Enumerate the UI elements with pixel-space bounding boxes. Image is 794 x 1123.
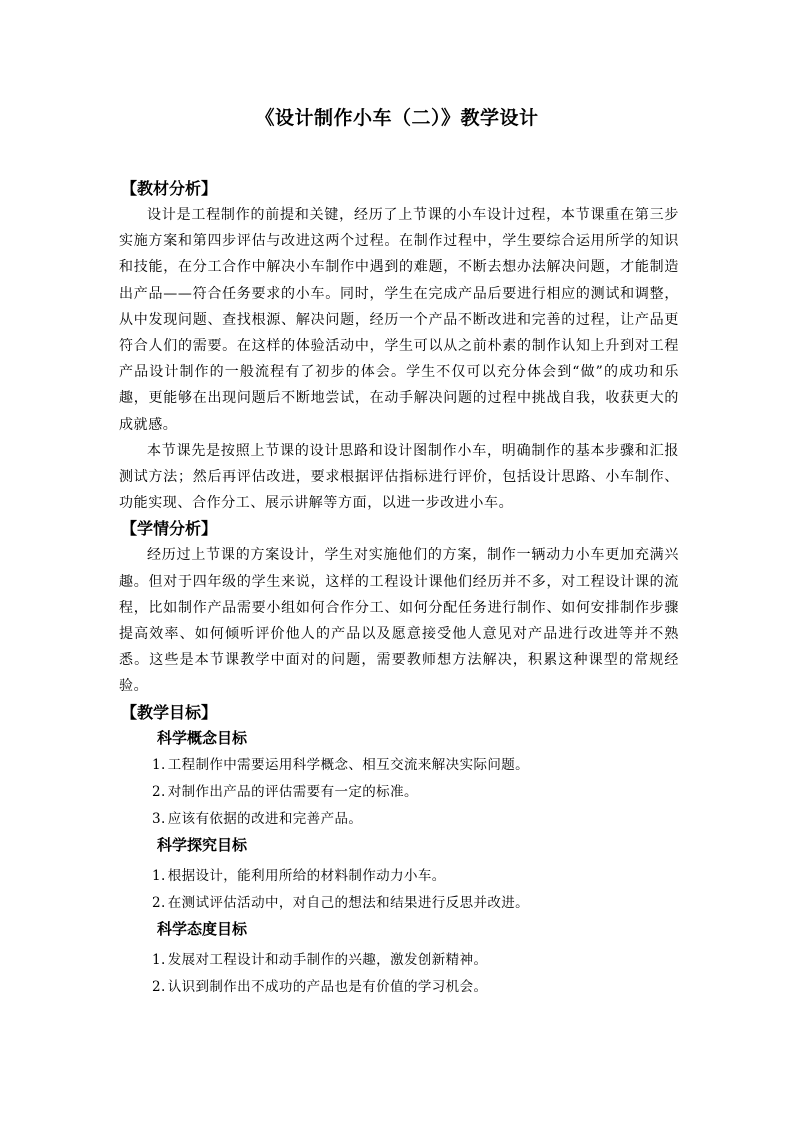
goal-group-title: 科学探究目标 (157, 835, 248, 854)
paragraph: 设计是工程制作的前提和关键，经历了上节课的小车设计过程，本节课重在第三步实施方案和第四步评估与改进这两个过程。在制作过程中，学生要综合运用所学的知识和技能，在分工合作中解决小车制作中遇到的难题，不断去想办法解决问题，才能制造出产品——符合任务要求的小车。同时，学生在完成产品后要进行相应的测试和调整，从中发现问题、查找根源、解决问题，经历一个产品不断改进和完善的过程，让产品更符合人们的需要。在这样的体验活动中，学生可以从之前朴素的制作认知上升到对工程产品设计制作的一般流程有了初步的体会。学生不仅可以充分体会到“做”的成功和乐趣，更能够在出现问题后不断地尝试，在动手解决问题的过程中挑战自我，收获更大的成就感。 (119, 207, 679, 433)
item-number: 2. (152, 978, 166, 995)
item-number: 1. (152, 756, 166, 773)
list-item (119, 890, 679, 917)
item-text: 根据设计，能利用所给的材料制作动力小车。 (167, 867, 446, 884)
goal-group-title: 科学态度目标 (157, 919, 248, 938)
item-number: 1. (152, 951, 166, 968)
section-heading: 【教学目标】 (121, 702, 218, 722)
item-text: 工程制作中需要运用科学概念、相互交流来解决实际问题。 (167, 756, 530, 773)
item-number: 2. (152, 783, 166, 800)
list-item (119, 779, 679, 806)
paragraph: 经历过上节课的方案设计，学生对实施他们的方案，制作一辆动力小车更加充满兴趣。但对于四年级的学生来说，这样的工程设计课他们经历并不多，对工程设计课的流程，比如制作产品需要小组如何合作分工、如何分配任务进行制作、如何安排制作步骤提高效率、如何倾听评价他人的产品以及愿意接受他人意见对产品进行改进等并不熟悉。这些是本节课教学中面对的问题，需要教师想方法解决，积累这种课型的常规经验。 (119, 547, 679, 695)
item-number: 3. (152, 810, 166, 827)
goal-group-title: 科学概念目标 (157, 728, 248, 747)
list-item (119, 806, 679, 833)
list-item (119, 947, 679, 974)
goal-list (119, 947, 679, 1001)
item-number: 1. (152, 867, 166, 884)
document-body (119, 176, 679, 1001)
goal-list (119, 863, 679, 917)
item-text: 发展对工程设计和动手制作的兴趣，激发创新精神。 (167, 951, 488, 968)
paragraph: 本节课先是按照上节课的设计思路和设计图制作小车，明确制作的基本步骤和汇报测试方法；然后再评估改进，要求根据评估指标进行评价，包括设计思路、小车制作、功能实现、合作分工、展示讲解等方面，以进一步改进小车。 (119, 442, 679, 512)
item-text: 在测试评估活动中，对自己的想法和结果进行反思并改进。 (167, 894, 530, 911)
section-heading: 【教材分析】 (121, 179, 218, 198)
section-heading: 【学情分析】 (121, 519, 218, 539)
goal-group-inquiry (119, 833, 679, 917)
item-text: 认识到制作出不成功的产品也是有价值的学习机会。 (167, 978, 488, 995)
goal-group-attitude (119, 917, 679, 1001)
list-item (119, 752, 679, 779)
item-text: 对制作出产品的评估需要有一定的标准。 (167, 783, 418, 800)
item-number: 2. (152, 894, 166, 911)
goal-group-concept (119, 726, 679, 833)
list-item (119, 974, 679, 1001)
goal-list (119, 752, 679, 833)
document-title: 《设计制作小车（二）》教学设计 (255, 107, 539, 129)
list-item (119, 863, 679, 890)
section-teaching-goals (119, 700, 679, 1001)
item-text: 应该有依据的改进和完善产品。 (167, 810, 363, 827)
section-textbook-analysis (119, 176, 679, 516)
section-student-analysis (119, 516, 679, 699)
